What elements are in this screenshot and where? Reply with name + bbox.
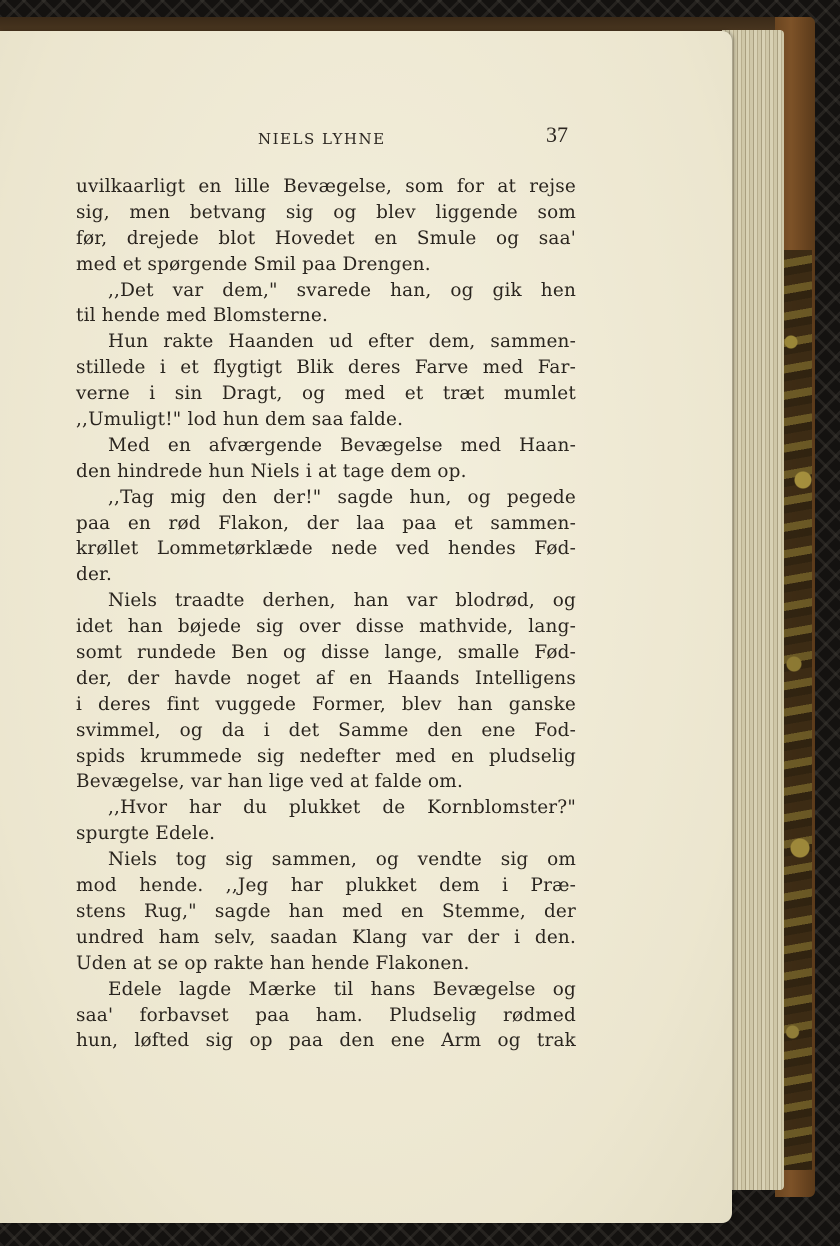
text-line: verne i sin Dragt, og med et træt mumlet xyxy=(76,383,576,405)
text-line: ,,Det var dem," svarede han, og gik hen xyxy=(108,279,576,301)
text-line: paa en rød Flakon, der laa paa et sammen- xyxy=(76,512,576,534)
text-line: før, drejede blot Hovedet en Smule og saa' xyxy=(76,227,576,249)
text-line: stens Rug," sagde han med en Stemme, der xyxy=(76,900,576,922)
text-line: svimmel, og da i det Samme den ene Fod- xyxy=(76,719,576,741)
text-line: stillede i et flygtigt Blik deres Farve med Far- xyxy=(76,357,576,379)
text-line: Med en afværgende Bevægelse med Haan- xyxy=(108,434,576,456)
text-line: Edele lagde Mærke til hans Bevægelse og xyxy=(108,978,576,1000)
text-line: saa' forbavset paa ham. Pludselig rødmed xyxy=(76,1004,576,1026)
text-line: til hende med Blomsterne. xyxy=(76,305,328,327)
text-line: spurgte Edele. xyxy=(76,823,216,845)
text-line: sig, men betvang sig og blev liggende som xyxy=(76,201,576,223)
page-number: 37 xyxy=(546,122,568,147)
text-line: med et spørgende Smil paa Drengen. xyxy=(76,253,431,275)
text-line: den hindrede hun Niels i at tage dem op. xyxy=(76,460,467,482)
text-line: der. xyxy=(76,564,113,586)
marbled-board xyxy=(782,250,812,1170)
text-line: Bevægelse, var han lige ved at falde om. xyxy=(76,771,463,793)
text-line: undred ham selv, saadan Klang var der i den. xyxy=(76,926,576,948)
text-line: hun, løfted sig op paa den ene Arm og trak xyxy=(76,1030,576,1052)
text-line: ,,Tag mig den der!" sagde hun, og pegede xyxy=(108,486,576,508)
text-line: ,,Umuligt!" lod hun dem saa falde. xyxy=(76,409,404,431)
text-line: i deres fint vuggede Former, blev han ganske xyxy=(76,693,576,715)
text-line: Hun rakte Haanden ud efter dem, sammen- xyxy=(108,331,576,353)
text-line: Niels tog sig sammen, og vendte sig om xyxy=(108,849,576,871)
text-line: krøllet Lommetørklæde nede ved hendes Fød- xyxy=(76,538,576,560)
text-line: uvilkaarligt en lille Bevægelse, som for at rejse xyxy=(76,176,576,197)
text-line: Niels traadte derhen, han var blodrød, og xyxy=(108,590,576,612)
text-line: somt rundede Ben og disse lange, smalle Fød- xyxy=(76,642,576,664)
text-line: der, der havde noget af en Haands Intelligens xyxy=(76,667,576,689)
text-line: mod hende. ,,Jeg har plukket dem i Præ- xyxy=(76,875,576,897)
text-line: Uden at se op rakte han hende Flakonen. xyxy=(76,952,470,974)
text-line: spids krummede sig nedefter med en pludselig xyxy=(76,745,576,767)
text-line: ,,Hvor har du plukket de Kornblomster?" xyxy=(108,797,576,819)
text-line: idet han bøjede sig over disse mathvide, lang- xyxy=(76,616,576,638)
running-head: NIELS LYHNE xyxy=(258,130,386,148)
body-text xyxy=(76,174,576,1054)
